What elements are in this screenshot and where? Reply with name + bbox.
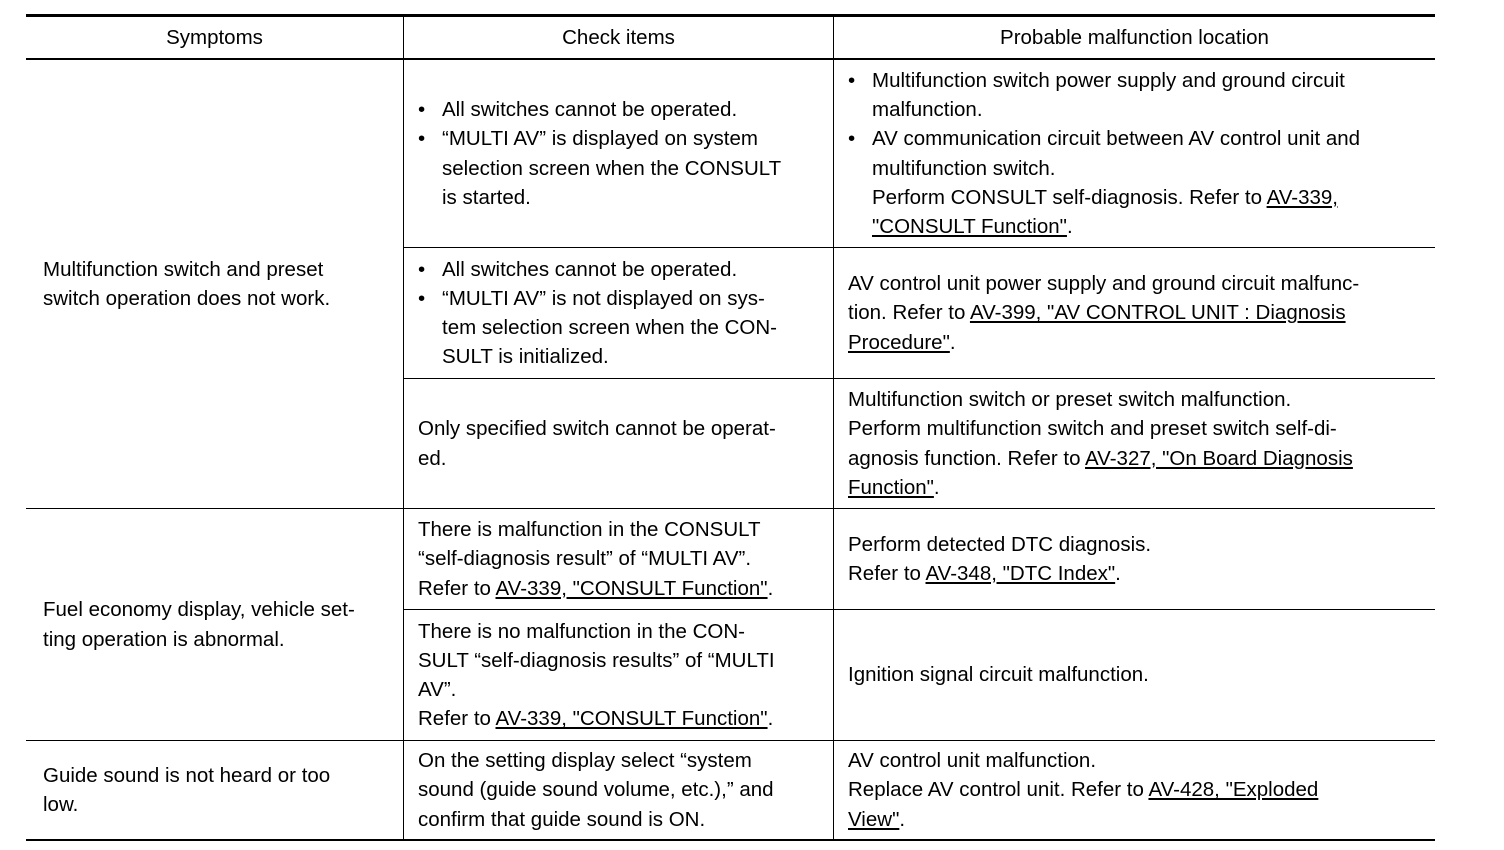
line-text: Refer to (418, 707, 496, 731)
reference-link[interactable]: AV-399, "AV CONTROL UNIT : Diagnosis (969, 301, 1346, 325)
table-bottom-rule (26, 839, 1435, 841)
header-location-label: Probable malfunction location (1000, 25, 1269, 49)
header-symptoms (26, 17, 403, 58)
line-text: All switches cannot be operated. (442, 257, 738, 281)
line-text: Perform CONSULT self-diagnosis. Refer to (872, 185, 1267, 209)
line-text: SULT “self-diagnosis results” of “MULTI (418, 648, 775, 672)
text-line (848, 385, 1433, 414)
text-line (418, 183, 830, 212)
text-line (418, 675, 830, 704)
text-line (848, 530, 1433, 559)
bullet-line (848, 124, 1433, 153)
text-line (848, 444, 1433, 473)
symptom-line: Fuel economy display, vehicle set- (43, 598, 355, 622)
diagnosis-table (26, 14, 1435, 841)
text-line (418, 154, 830, 183)
line-text: is started. (442, 185, 531, 209)
header-symptoms-label: Symptoms (166, 25, 263, 49)
line-text: AV communication circuit between AV control unit and (872, 127, 1361, 151)
line-text: Refer to (418, 576, 496, 600)
reference-link[interactable]: AV-327, "On Board Diagnosis (1085, 446, 1353, 470)
line-text: Multifunction switch or preset switch malfunction. (848, 388, 1292, 412)
reference-link[interactable]: View" (848, 807, 900, 831)
reference-link[interactable]: Function" (848, 475, 934, 499)
bullet-line (418, 255, 830, 284)
text-line (848, 95, 1433, 124)
text-line (418, 544, 830, 573)
line-text: AV control unit malfunction. (848, 749, 1097, 773)
text-line (848, 473, 1433, 502)
symptom-line: low. (43, 793, 79, 816)
line-text: ed. (418, 446, 447, 470)
text-line (418, 646, 830, 675)
text-line (848, 559, 1433, 588)
text-line (848, 212, 1433, 241)
check-cell (418, 610, 830, 740)
line-text: Replace AV control unit. Refer to (848, 778, 1149, 802)
location-cell (848, 248, 1433, 378)
text-line (418, 617, 830, 646)
bullet-line (848, 66, 1433, 95)
line-text: Refer to (848, 562, 926, 585)
check-cell (418, 741, 830, 839)
line-text: “MULTI AV” is not displayed on sys- (442, 286, 765, 310)
text-line (418, 746, 830, 775)
check-cell (418, 379, 830, 508)
text-line (418, 805, 830, 834)
header-location (834, 17, 1435, 58)
bullet-line (418, 284, 830, 313)
reference-link[interactable]: "CONSULT Function" (872, 214, 1067, 238)
line-text: tem selection screen when the CON- (442, 316, 777, 339)
location-cell (848, 60, 1433, 247)
line-suffix: . (949, 330, 956, 354)
line-text: selection screen when the CONSULT (442, 156, 782, 180)
line-text: confirm that guide sound is ON. (418, 807, 706, 831)
symptom-cell (43, 509, 401, 740)
location-cell (848, 741, 1433, 839)
text-line (848, 269, 1433, 298)
check-cell (418, 60, 830, 247)
text-line (418, 444, 830, 473)
text-line (848, 183, 1433, 212)
reference-link[interactable]: AV-348, "DTC Index" (925, 562, 1116, 585)
symptom-line: switch operation does not work. (43, 287, 331, 310)
line-suffix: . (933, 475, 940, 499)
check-cell (418, 248, 830, 378)
line-text: Only specified switch cannot be operat- (418, 417, 776, 441)
bullet-line (418, 124, 830, 153)
symptom-cell (43, 741, 399, 839)
line-text: AV”. (418, 678, 457, 701)
text-line (418, 313, 830, 342)
line-text: “MULTI AV” is displayed on system (442, 127, 758, 151)
text-line (848, 775, 1433, 804)
line-suffix: . (1066, 214, 1073, 238)
text-line (418, 515, 830, 544)
line-text: Multifunction switch power supply and ground circuit (872, 68, 1345, 92)
line-text: tion. Refer to (848, 301, 970, 325)
text-line (418, 342, 830, 371)
text-line (418, 414, 830, 443)
line-suffix: . (767, 707, 774, 731)
header-check-items-label: Check items (562, 25, 675, 49)
header-check-items (404, 17, 833, 58)
reference-link[interactable]: AV-339, "CONSULT Function" (495, 707, 768, 731)
line-text: All switches cannot be operated. (442, 98, 738, 122)
reference-link[interactable]: AV-339, (1266, 185, 1338, 209)
line-text: Perform multifunction switch and preset switch self-di- (848, 417, 1337, 441)
text-line (848, 746, 1433, 775)
line-text: There is no malfunction in the CON- (418, 619, 745, 643)
reference-link[interactable]: AV-428, "Exploded (1148, 778, 1319, 802)
line-text: malfunction. (872, 98, 983, 122)
text-line (848, 660, 1433, 689)
location-cell (848, 509, 1433, 609)
bullet-line (418, 95, 830, 124)
text-line (848, 328, 1433, 357)
location-cell (848, 610, 1433, 740)
text-line (418, 775, 830, 804)
line-text: Ignition signal circuit malfunction. (848, 663, 1149, 687)
text-line (418, 704, 830, 733)
line-text: “self-diagnosis result” of “MULTI AV”. (418, 547, 752, 571)
line-text: Perform detected DTC diagnosis. (848, 532, 1152, 556)
text-line (848, 414, 1433, 443)
line-text: agnosis function. Refer to (848, 446, 1086, 470)
symptom-line: ting operation is abnormal. (43, 627, 285, 651)
line-text: There is malfunction in the CONSULT (418, 518, 761, 542)
line-suffix: . (899, 807, 906, 831)
line-text: AV control unit power supply and ground circuit malfunc- (848, 272, 1360, 296)
symptom-line: Guide sound is not heard or too (43, 763, 331, 787)
symptom-cell (43, 60, 399, 508)
line-text: On the setting display select “system (418, 749, 752, 773)
column-divider (403, 14, 404, 841)
line-suffix: . (767, 576, 774, 600)
reference-link[interactable]: AV-339, "CONSULT Function" (495, 576, 768, 600)
text-line (848, 805, 1433, 834)
line-text: multifunction switch. (872, 156, 1056, 180)
text-line (848, 154, 1433, 183)
text-line (418, 574, 830, 603)
line-text: SULT is initialized. (442, 345, 609, 369)
reference-link[interactable]: Procedure" (848, 330, 950, 354)
symptom-line: Multifunction switch and preset (43, 257, 324, 281)
line-text: sound (guide sound volume, etc.),” and (418, 778, 774, 802)
text-line (848, 298, 1433, 327)
line-suffix: . (1115, 562, 1121, 585)
column-divider (833, 14, 834, 841)
location-cell (848, 379, 1433, 508)
check-cell (418, 509, 830, 609)
